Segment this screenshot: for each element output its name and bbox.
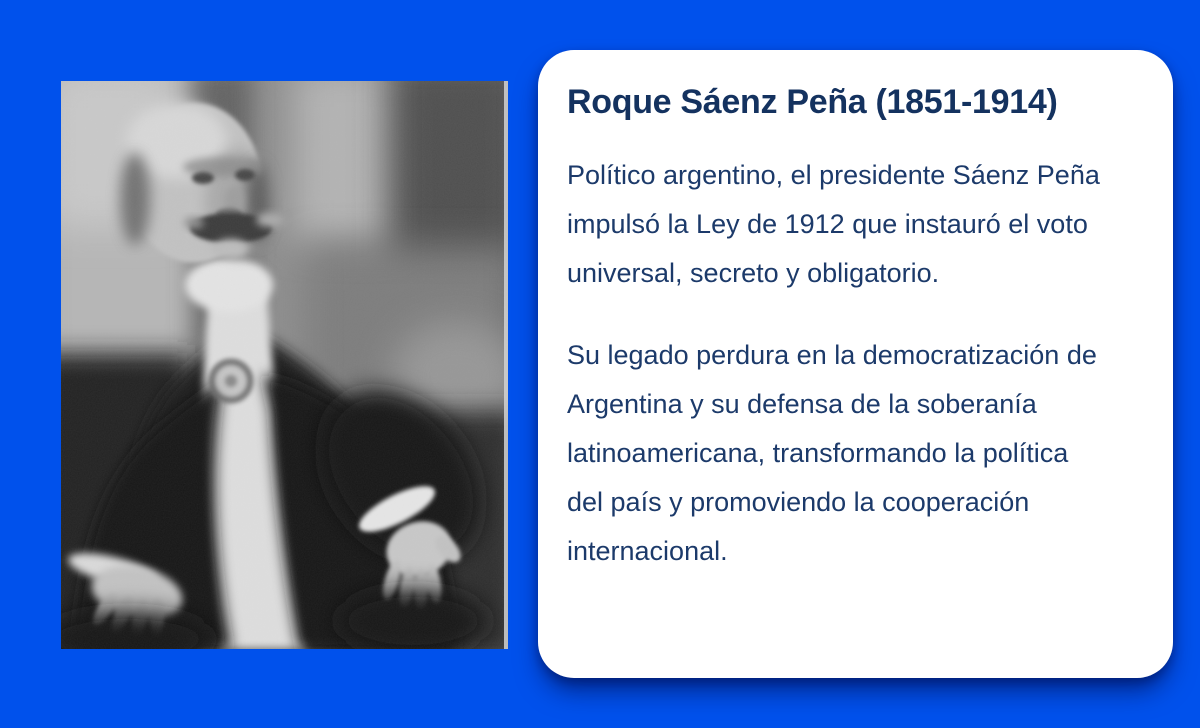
info-card [538,50,1173,678]
text-line: internacional. [567,536,728,566]
text-line: universal, secreto y obligatorio. [567,258,940,288]
text-line: Su legado perdura en la democratización de [567,340,1097,370]
text-line: impulsó la Ley de 1912 que instauró el voto [567,209,1088,239]
bio-paragraph-2 [567,331,1157,576]
text-line: del país y promoviendo la cooperación [567,487,1030,517]
bio-paragraph-1 [567,151,1157,298]
portrait-photo [61,81,508,649]
text-line: Argentina y su defensa de la soberanía [567,389,1037,419]
card-title: Roque Sáenz Peña (1851-1914) [567,83,1058,121]
text-line: Político argentino, el presidente Sáenz Peña [567,160,1100,190]
text-line: latinoamericana, transformando la política [567,438,1069,468]
portrait-illustration [61,81,508,649]
